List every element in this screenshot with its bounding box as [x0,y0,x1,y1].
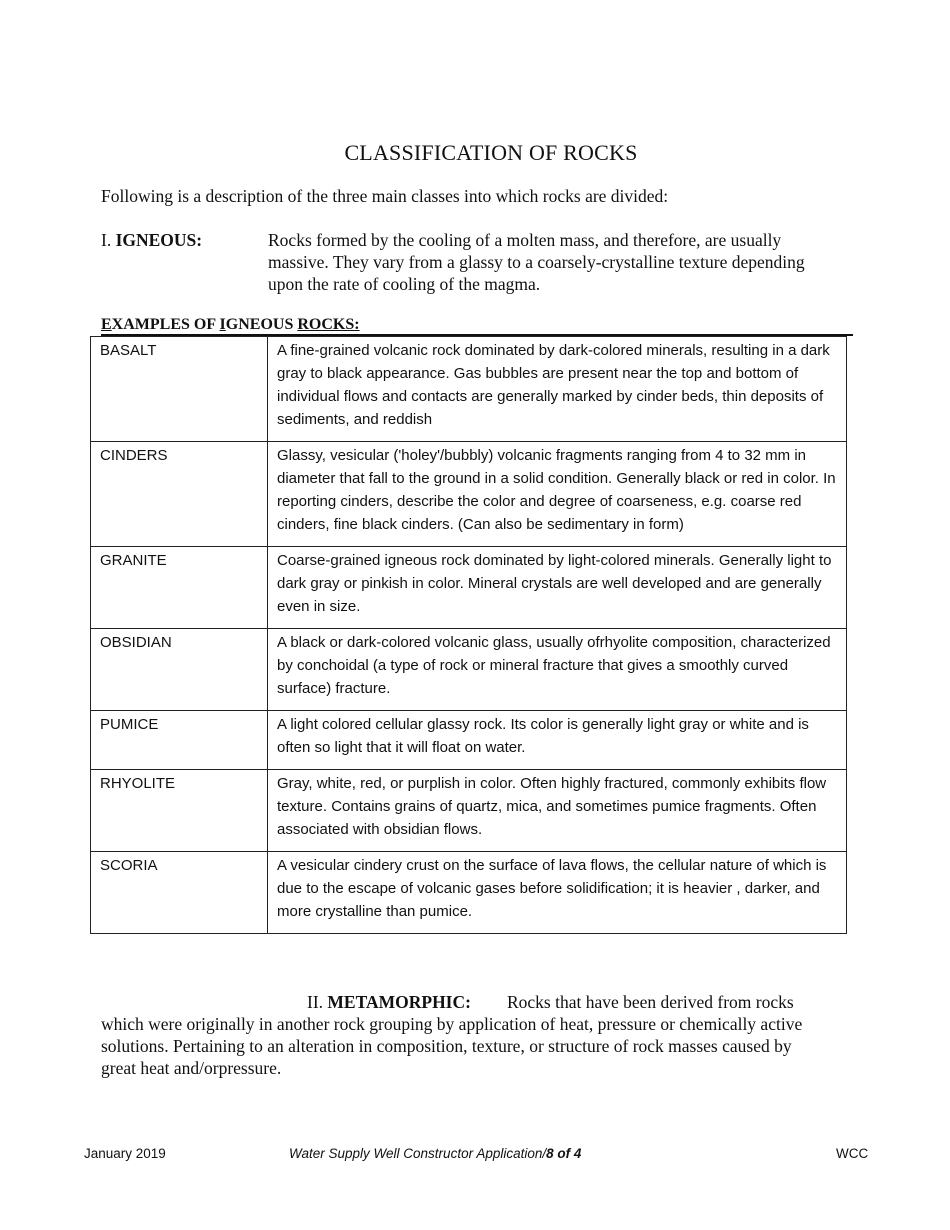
igneous-number: I. [101,230,112,250]
rock-description: A light colored cellular glassy rock. Its color is generally light gray or white and is often so light that it will float on water. [268,711,847,770]
intro-text: Following is a description of the three main classes into which rocks are divided: [101,186,669,206]
rock-description: A vesicular cindery crust on the surface of lava flows, the cellular nature of which is due to the escape of volcanic gases before solidification; it is heavier , darker, and more crystalline than pumice. [268,852,847,934]
rock-name: BASALT [91,337,268,442]
igneous-description: Rocks formed by the cooling of a molten mass, and therefore, are usually massive. They vary from a glassy to a coarsely-crystalline texture depending upon the rate of cooling of the magma. [268,230,805,294]
footer-code: WCC [836,1146,869,1161]
rock-name: RHYOLITE [91,770,268,852]
metamorphic-description: Rocks that have been derived from rocks which were originally in another rock grouping by application of heat, pressure or chemically active solutions. Pertaining to an alteration in composition, texture, or structure of rock masses caused by great heat and/orpressure. [101,992,803,1078]
metamorphic-number: II. [307,992,324,1012]
rock-name: SCORIA [91,852,268,934]
metamorphic-paragraph [101,991,806,1079]
table-row [91,852,847,934]
table-row [91,629,847,711]
table-row [91,770,847,852]
rock-description: Glassy, vesicular ('holey'/bubbly) volcanic fragments ranging from 4 to 32 mm in diameter that fall to the ground in a solid condition. Generally black or red in color. In reporting cinders, describe the color and degree of coarseness, e.g. coarse red cinders, fine black cinders. (Can also be sedimentary in form) [268,442,847,547]
page-title: CLASSIFICATION OF ROCKS [344,140,638,165]
rock-name: PUMICE [91,711,268,770]
examples-heading: EXAMPLES OF IGNEOUS ROCKS: [101,316,853,336]
footer-date: January 2019 [84,1146,166,1161]
table-row [91,442,847,547]
igneous-label [101,229,202,251]
table-row [91,547,847,629]
rock-description: A black or dark-colored volcanic glass, usually ofrhyolite composition, characterized by conchoidal (a type of rock or mineral fracture that gives a smoothly curved surface) fracture. [268,629,847,711]
rock-examples-table [90,336,847,934]
rock-name: GRANITE [91,547,268,629]
rock-description: A fine-grained volcanic rock dominated by dark-colored minerals, resulting in a dark gray to black appearance. Gas bubbles are present near the top and bottom of individual flows and contacts are generally marked by cinder beds, thin deposits of sediments, and reddish [268,337,847,442]
rock-description: Coarse-grained igneous rock dominated by light-colored minerals. Generally light to dark gray or pinkish in color. Mineral crystals are well developed and are generally even in size. [268,547,847,629]
footer-page-number: 8 of 4 [546,1146,582,1161]
metamorphic-label [307,992,471,1012]
footer-doc-title: Water Supply Well Constructor Application/8 of 4 [289,1146,582,1161]
rock-name: CINDERS [91,442,268,547]
rock-description: Gray, white, red, or purplish in color. Often highly fractured, commonly exhibits flow texture. Contains grains of quartz, mica, and sometimes pumice fragments. Often associated with obsidian flows. [268,770,847,852]
metamorphic-name: METAMORPHIC: [327,992,471,1012]
igneous-name: IGNEOUS: [115,230,203,250]
table-row [91,711,847,770]
table-row [91,337,847,442]
rock-name: OBSIDIAN [91,629,268,711]
